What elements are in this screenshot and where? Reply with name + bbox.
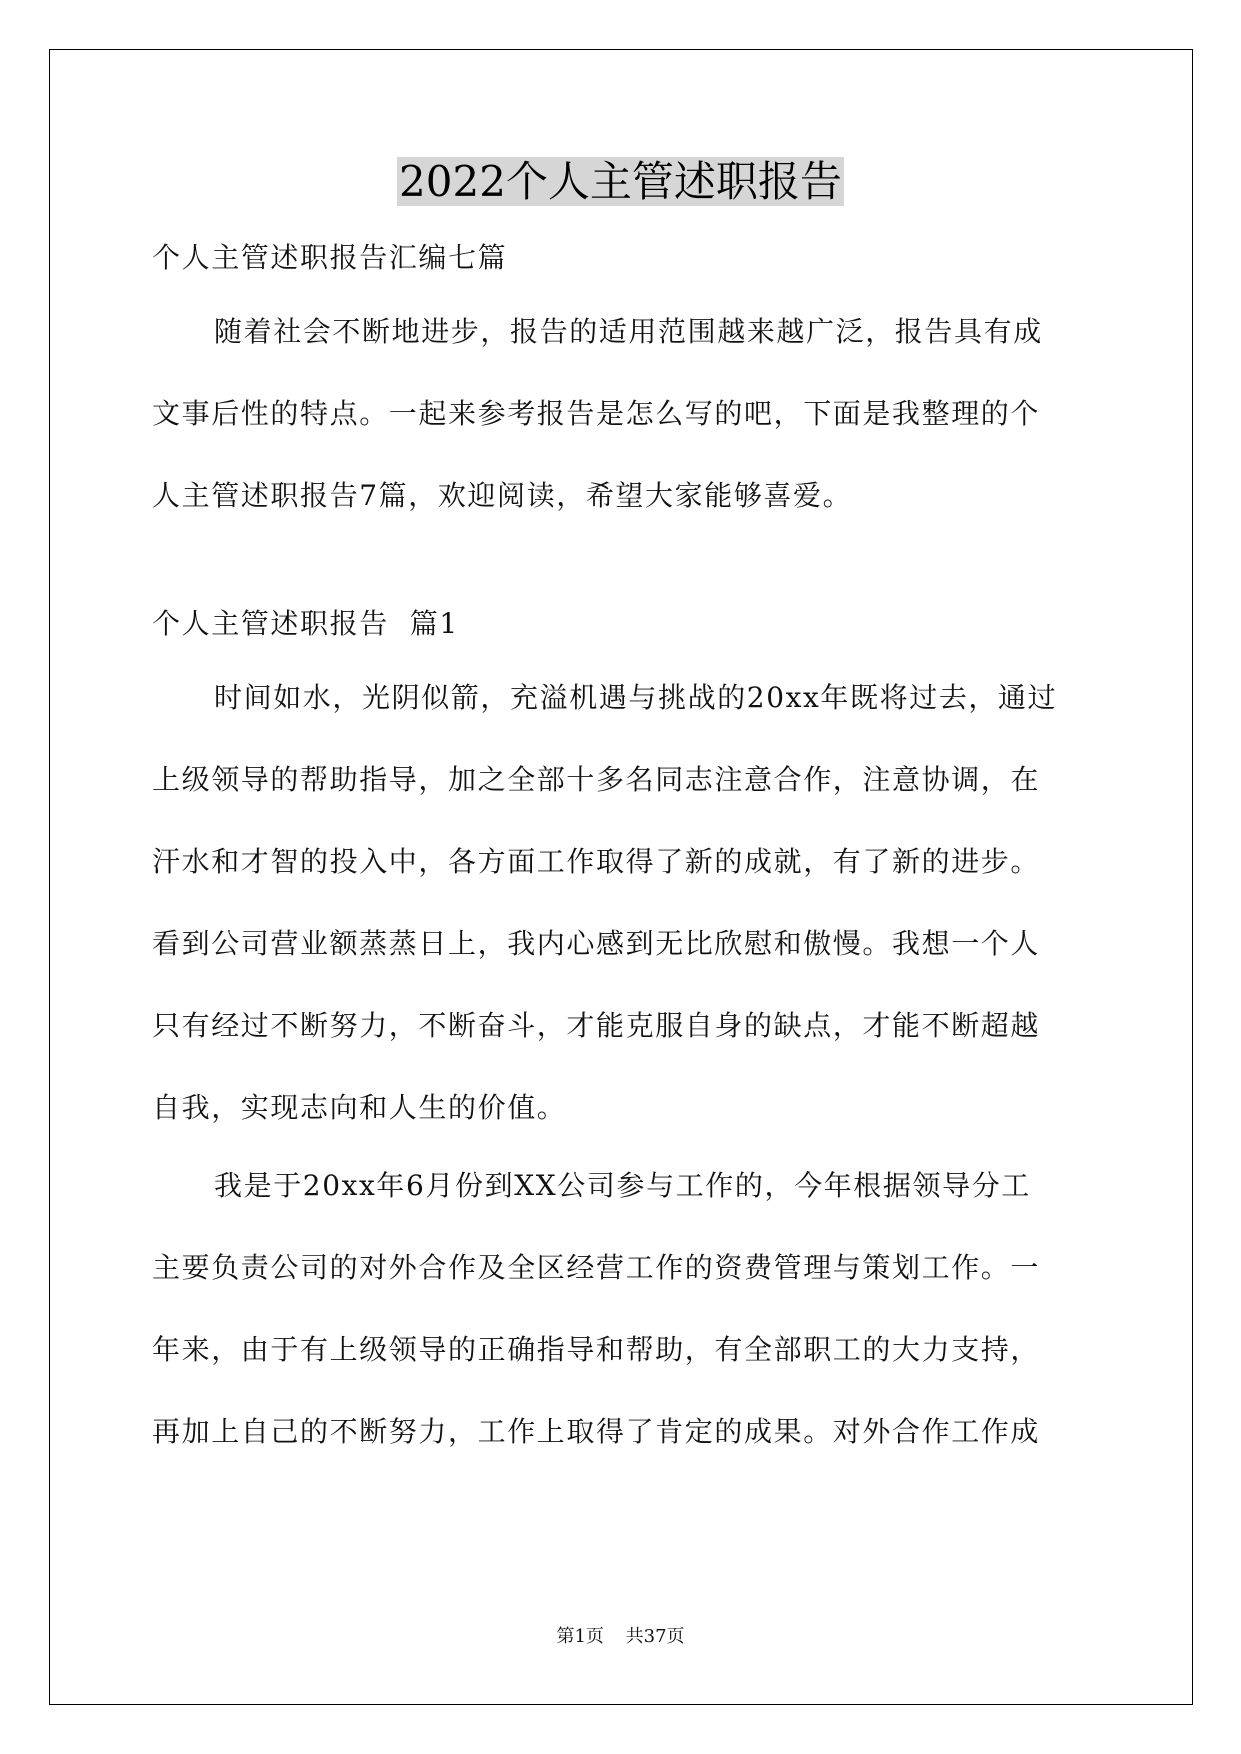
text-line: 文事后性的特点。一起来参考报告是怎么写的吧，下面是我整理的个 (152, 397, 1041, 430)
text-line: 时间如水，光阴似箭，充溢机遇与挑战的20xx年既将过去，通过 (214, 681, 1058, 714)
text-line: 主要负责公司的对外合作及全区经营工作的资费管理与策划工作。一 (152, 1251, 1041, 1284)
page-number: 第1页 (556, 1626, 604, 1647)
text-line: 再加上自己的不断努力，工作上取得了肯定的成果。对外合作工作成 (152, 1415, 1041, 1448)
text-line: 随着社会不断地进步，报告的适用范围越来越广泛，报告具有成 (214, 315, 1043, 348)
text-line: 看到公司营业额蒸蒸日上，我内心感到无比欣慰和傲慢。我想一个人 (152, 927, 1041, 960)
paragraph-1 (152, 678, 1092, 1170)
section-heading: 个人主管述职报告 篇1 (152, 607, 459, 640)
intro-paragraph (152, 312, 1092, 558)
text-line: 只有经过不断努力，不断奋斗，才能克服自身的缺点，才能不断超越 (152, 1009, 1041, 1042)
text-line: 年来，由于有上级领导的正确指导和帮助，有全部职工的大力支持， (152, 1333, 1041, 1366)
text-line: 自我，实现志向和人生的价值。 (152, 1091, 567, 1124)
document-title: 2022个人主管述职报告 (399, 157, 842, 206)
document-subtitle: 个人主管述职报告汇编七篇 (152, 241, 508, 274)
text-line: 汗水和才智的投入中，各方面工作取得了新的成就，有了新的进步。 (152, 845, 1041, 878)
text-line: 人主管述职报告7篇，欢迎阅读，希望大家能够喜爱。 (152, 479, 853, 512)
page-footer (0, 1622, 1241, 1648)
text-line: 上级领导的帮助指导，加之全部十多名同志注意合作，注意协调，在 (152, 763, 1041, 796)
text-line: 我是于20xx年6月份到XX公司参与工作的，今年根据领导分工 (214, 1169, 1031, 1202)
paragraph-2 (152, 1166, 1092, 1494)
page-total: 共37页 (625, 1626, 685, 1647)
